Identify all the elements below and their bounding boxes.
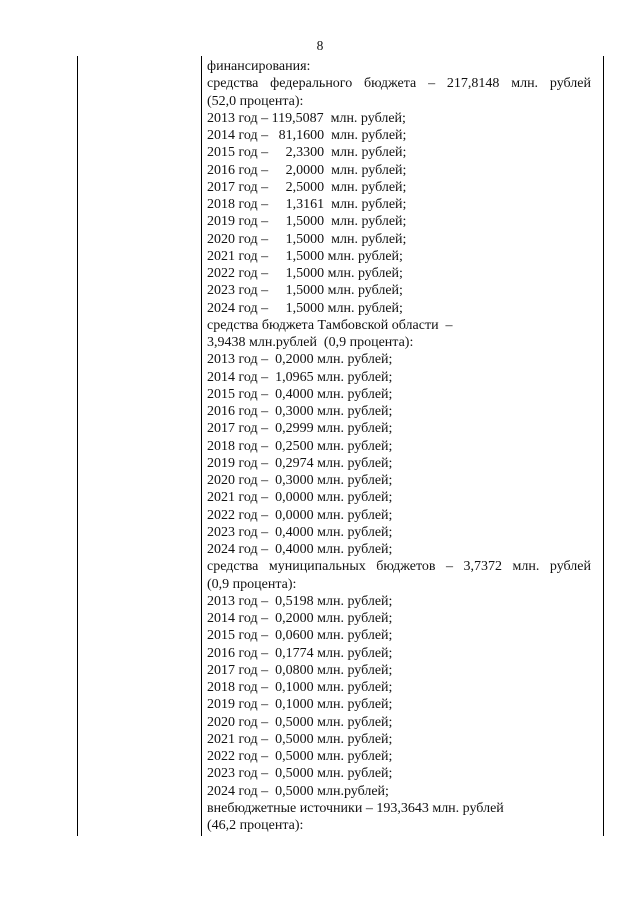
text-line: 2015 год – 0,0600 млн. рублей;	[207, 628, 393, 644]
text-line: 2017 год – 0,0800 млн. рублей;	[207, 662, 393, 678]
text-line: 2016 год – 2,0000 млн. рублей;	[207, 162, 407, 178]
text-line: 2015 год – 2,3300 млн. рублей;	[207, 145, 407, 161]
text-line: средства бюджета Тамбовской области –	[207, 317, 453, 333]
text-line: 2021 год – 0,5000 млн. рублей;	[207, 731, 393, 747]
text-line: 2015 год – 0,4000 млн. рублей;	[207, 386, 393, 402]
text-line: 2022 год – 1,5000 млн. рублей;	[207, 266, 403, 281]
text-line: 2013 год – 0,2000 млн. рублей;	[207, 352, 393, 368]
text-line: 2019 год – 0,1000 млн. рублей;	[207, 697, 393, 713]
text-line: 3,9438 млн.рублей (0,9 процента):	[207, 335, 414, 350]
text-line: (46,2 процента):	[207, 818, 304, 833]
text-line: 2018 год – 0,1000 млн. рублей;	[207, 680, 393, 695]
column-divider	[201, 56, 202, 836]
text-line: средства муниципальных бюджетов – 3,7372 млн. рублей	[207, 559, 591, 575]
text-line: (52,0 процента):	[207, 93, 304, 109]
text-line: 2023 год – 0,4000 млн. рублей;	[207, 524, 393, 540]
text-line: (0,9 процента):	[207, 576, 297, 592]
text-line: 2021 год – 1,5000 млн. рублей;	[207, 248, 403, 264]
text-line: 2023 год – 1,5000 млн. рублей;	[207, 283, 403, 299]
text-line: 2013 год – 0,5198 млн. рублей;	[207, 593, 393, 609]
text-line: 2024 год – 0,5000 млн.рублей;	[207, 783, 389, 799]
text-line: 2022 год – 0,5000 млн. рублей;	[207, 749, 393, 764]
text-line: 2021 год – 0,0000 млн. рублей;	[207, 490, 393, 506]
text-line: 2020 год – 0,3000 млн. рублей;	[207, 473, 393, 488]
text-line: 2014 год – 1,0965 млн. рублей;	[207, 369, 393, 385]
text-line: 2014 год – 0,2000 млн. рублей;	[207, 611, 393, 626]
text-line: 2020 год – 0,5000 млн. рублей;	[207, 714, 393, 730]
text-line: 2013 год – 119,5087 млн. рублей;	[207, 110, 406, 126]
text-line: 2024 год – 1,5000 млн. рублей;	[207, 300, 403, 316]
text-line: 2022 год – 0,0000 млн. рублей;	[207, 507, 393, 523]
text-line: 2017 год – 0,2999 млн. рублей;	[207, 421, 393, 437]
text-line: 2019 год – 1,5000 млн. рублей;	[207, 214, 407, 230]
text-line: 2018 год – 0,2500 млн. рублей;	[207, 438, 393, 454]
text-line: 2016 год – 0,1774 млн. рублей;	[207, 645, 393, 661]
text-line: 2016 год – 0,3000 млн. рублей;	[207, 404, 393, 419]
text-line: средства федерального бюджета – 217,8148 млн. рублей	[207, 76, 591, 92]
text-line: 2019 год – 0,2974 млн. рублей;	[207, 455, 393, 471]
program-table	[77, 56, 604, 836]
text-line: финансирования:	[207, 59, 311, 74]
page-number: 8	[316, 38, 324, 53]
text-line: внебюджетные источники – 193,3643 млн. рублей	[207, 800, 504, 816]
text-line: 2017 год – 2,5000 млн. рублей;	[207, 179, 407, 195]
text-line: 2020 год – 1,5000 млн. рублей;	[207, 231, 407, 247]
text-line: 2018 год – 1,3161 млн. рублей;	[207, 197, 407, 212]
text-line: 2024 год – 0,4000 млн. рублей;	[207, 542, 393, 557]
text-line: 2023 год – 0,5000 млн. рублей;	[207, 766, 393, 782]
text-line: 2014 год – 81,1600 млн. рублей;	[207, 128, 407, 143]
